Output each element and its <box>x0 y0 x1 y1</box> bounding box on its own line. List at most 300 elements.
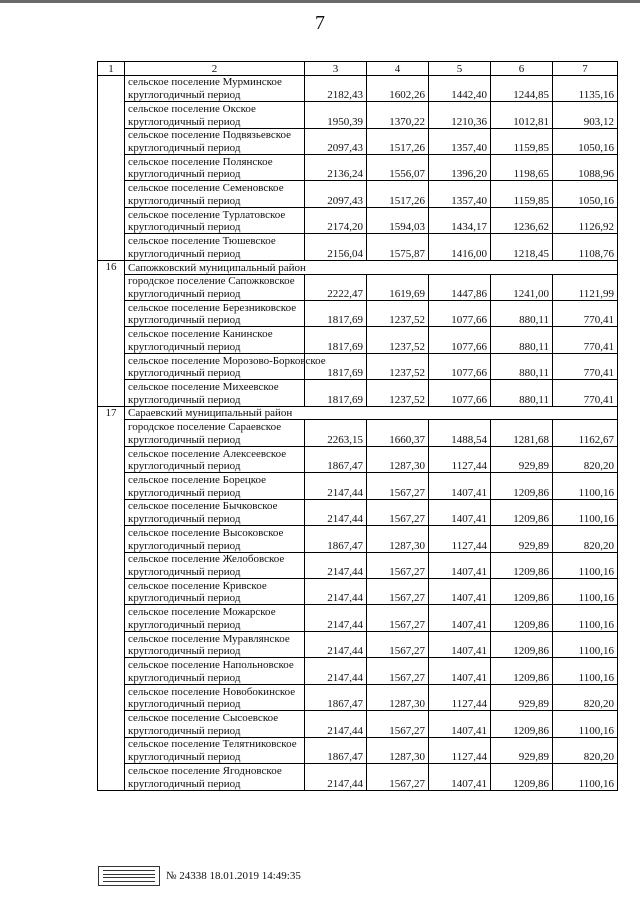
period-row <box>98 247 618 260</box>
empty-value-cell <box>305 75 367 88</box>
tariff-value-cell: 1567,27 <box>367 618 429 631</box>
settlement-name: сельское поселение Подвязьевское <box>125 128 305 141</box>
tariff-value-cell: 929,89 <box>491 460 553 473</box>
empty-value-cell <box>491 234 553 247</box>
tariff-value-cell: 1517,26 <box>367 141 429 154</box>
settlement-name: сельское поселение Телятниковское <box>125 737 305 750</box>
tariff-value-cell: 1108,76 <box>553 247 618 260</box>
empty-value-cell <box>305 473 367 486</box>
district-row <box>98 260 618 274</box>
tariff-value-cell: 820,20 <box>553 750 618 763</box>
settlement-name: сельское поселение Семеновское <box>125 181 305 194</box>
tariff-value-cell: 1817,69 <box>305 393 367 406</box>
empty-value-cell <box>367 658 429 671</box>
tariff-value-cell: 1237,52 <box>367 314 429 327</box>
settlement-name: сельское поселение Муравлянское <box>125 631 305 644</box>
tariff-value-cell: 1100,16 <box>553 512 618 525</box>
tariff-value-cell: 1100,16 <box>553 565 618 578</box>
settlement-row <box>98 552 618 565</box>
empty-value-cell <box>429 327 491 340</box>
period-label: круглогодичный период <box>125 512 305 525</box>
empty-value-cell <box>491 300 553 313</box>
tariff-value-cell: 1237,52 <box>367 367 429 380</box>
period-label: круглогодичный период <box>125 221 305 234</box>
tariff-value-cell: 1556,07 <box>367 168 429 181</box>
header-row <box>98 62 618 76</box>
empty-value-cell <box>553 327 618 340</box>
tariff-value-cell: 1012,81 <box>491 115 553 128</box>
empty-value-cell <box>553 737 618 750</box>
settlement-row <box>98 380 618 393</box>
period-label: круглогодичный период <box>125 194 305 207</box>
period-row <box>98 671 618 684</box>
tariff-value-cell: 880,11 <box>491 393 553 406</box>
empty-value-cell <box>429 764 491 777</box>
empty-value-cell <box>367 764 429 777</box>
tariff-value-cell: 1209,86 <box>491 645 553 658</box>
empty-value-cell <box>305 181 367 194</box>
table-header <box>98 62 618 76</box>
settlement-row <box>98 300 618 313</box>
tariff-value-cell: 1567,27 <box>367 724 429 737</box>
tariff-value-cell: 1237,52 <box>367 340 429 353</box>
empty-value-cell <box>491 75 553 88</box>
empty-value-cell <box>553 75 618 88</box>
row-index-cell: 17 <box>98 406 125 790</box>
empty-value-cell <box>367 473 429 486</box>
empty-value-cell <box>367 605 429 618</box>
empty-value-cell <box>305 234 367 247</box>
empty-value-cell <box>305 605 367 618</box>
period-row <box>98 512 618 525</box>
empty-value-cell <box>553 684 618 697</box>
empty-value-cell <box>305 631 367 644</box>
empty-value-cell <box>491 526 553 539</box>
tariff-value-cell: 1567,27 <box>367 777 429 790</box>
settlement-row <box>98 155 618 168</box>
tariff-value-cell: 1407,41 <box>429 645 491 658</box>
settlement-row <box>98 658 618 671</box>
empty-value-cell <box>553 128 618 141</box>
tariff-value-cell: 820,20 <box>553 698 618 711</box>
tariff-value-cell: 1077,66 <box>429 367 491 380</box>
tariff-value-cell: 1660,37 <box>367 433 429 446</box>
empty-value-cell <box>491 353 553 366</box>
tariff-value-cell: 880,11 <box>491 340 553 353</box>
tariff-value-cell: 1209,86 <box>491 565 553 578</box>
tariff-value-cell: 1088,96 <box>553 168 618 181</box>
empty-value-cell <box>429 473 491 486</box>
period-row <box>98 340 618 353</box>
empty-value-cell <box>491 128 553 141</box>
tariff-value-cell: 2174,20 <box>305 221 367 234</box>
tariff-value-cell: 1077,66 <box>429 393 491 406</box>
empty-value-cell <box>367 446 429 459</box>
tariff-value-cell: 1121,99 <box>553 287 618 300</box>
period-label: круглогодичный период <box>125 486 305 499</box>
empty-value-cell <box>429 274 491 287</box>
header-cell: 6 <box>491 62 553 76</box>
period-row <box>98 645 618 658</box>
empty-value-cell <box>491 207 553 220</box>
period-label: круглогодичный период <box>125 393 305 406</box>
settlement-row <box>98 327 618 340</box>
tariff-value-cell: 1567,27 <box>367 512 429 525</box>
empty-value-cell <box>553 631 618 644</box>
period-row <box>98 393 618 406</box>
settlement-row <box>98 181 618 194</box>
settlement-row <box>98 420 618 433</box>
empty-value-cell <box>367 300 429 313</box>
tariff-value-cell: 1407,41 <box>429 724 491 737</box>
period-row <box>98 314 618 327</box>
tariff-value-cell: 770,41 <box>553 393 618 406</box>
tariff-value-cell: 1442,40 <box>429 88 491 101</box>
settlement-row <box>98 207 618 220</box>
tariff-value-cell: 1357,40 <box>429 141 491 154</box>
district-name: Сапожковский муниципальный район <box>125 260 618 274</box>
period-label: круглогодичный период <box>125 539 305 552</box>
settlement-name: сельское поселение Алексеевское <box>125 446 305 459</box>
tariff-value-cell: 770,41 <box>553 340 618 353</box>
district-name: Сараевский муниципальный район <box>125 406 618 420</box>
tariff-value-cell: 1370,22 <box>367 115 429 128</box>
settlement-row <box>98 526 618 539</box>
empty-value-cell <box>491 380 553 393</box>
period-row <box>98 141 618 154</box>
settlement-row <box>98 684 618 697</box>
row-index-cell: 16 <box>98 260 125 406</box>
tariff-value-cell: 2222,47 <box>305 287 367 300</box>
tariff-value-cell: 2147,44 <box>305 512 367 525</box>
empty-value-cell <box>305 128 367 141</box>
tariff-value-cell: 1100,16 <box>553 777 618 790</box>
empty-value-cell <box>429 102 491 115</box>
empty-value-cell <box>491 631 553 644</box>
settlement-row <box>98 446 618 459</box>
header-cell: 4 <box>367 62 429 76</box>
settlement-name: городское поселение Сараевское <box>125 420 305 433</box>
tariff-value-cell: 1198,65 <box>491 168 553 181</box>
empty-value-cell <box>429 631 491 644</box>
period-row <box>98 115 618 128</box>
tariff-value-cell: 1817,69 <box>305 340 367 353</box>
empty-value-cell <box>553 380 618 393</box>
empty-value-cell <box>429 380 491 393</box>
empty-value-cell <box>367 155 429 168</box>
empty-value-cell <box>553 420 618 433</box>
empty-value-cell <box>305 579 367 592</box>
settlement-row <box>98 579 618 592</box>
period-row <box>98 777 618 790</box>
empty-value-cell <box>305 552 367 565</box>
tariff-value-cell: 1407,41 <box>429 592 491 605</box>
empty-value-cell <box>491 102 553 115</box>
tariff-value-cell: 1488,54 <box>429 433 491 446</box>
tariff-value-cell: 1244,85 <box>491 88 553 101</box>
period-label: круглогодичный период <box>125 565 305 578</box>
page-number: 7 <box>315 12 325 34</box>
period-label: круглогодичный период <box>125 287 305 300</box>
tariff-value-cell: 2147,44 <box>305 671 367 684</box>
tariff-value-cell: 1602,26 <box>367 88 429 101</box>
period-label: круглогодичный период <box>125 750 305 763</box>
tariff-value-cell: 770,41 <box>553 367 618 380</box>
empty-value-cell <box>553 300 618 313</box>
empty-value-cell <box>429 579 491 592</box>
empty-value-cell <box>553 526 618 539</box>
period-label: круглогодичный период <box>125 618 305 631</box>
empty-value-cell <box>305 380 367 393</box>
period-label: круглогодичный период <box>125 777 305 790</box>
empty-value-cell <box>367 234 429 247</box>
tariff-value-cell: 1407,41 <box>429 671 491 684</box>
tariff-value-cell: 1135,16 <box>553 88 618 101</box>
tariff-value-cell: 1210,36 <box>429 115 491 128</box>
empty-value-cell <box>305 300 367 313</box>
registration-stamp-text: № 24338 18.01.2019 14:49:35 <box>166 870 301 882</box>
tariff-value-cell: 2147,44 <box>305 618 367 631</box>
empty-value-cell <box>367 75 429 88</box>
settlement-name: сельское поселение Сысоевское <box>125 711 305 724</box>
tariff-value-cell: 1209,86 <box>491 618 553 631</box>
tariff-value-cell: 1159,85 <box>491 194 553 207</box>
settlement-row <box>98 234 618 247</box>
empty-value-cell <box>491 737 553 750</box>
period-label: круглогодичный период <box>125 88 305 101</box>
tariff-value-cell: 929,89 <box>491 698 553 711</box>
tariff-value-cell: 1100,16 <box>553 486 618 499</box>
settlement-name: сельское поселение Морозово-Борковское <box>125 353 305 366</box>
settlement-row <box>98 274 618 287</box>
empty-value-cell <box>367 499 429 512</box>
empty-value-cell <box>305 737 367 750</box>
period-row <box>98 287 618 300</box>
empty-value-cell <box>367 181 429 194</box>
settlement-row <box>98 764 618 777</box>
empty-value-cell <box>305 764 367 777</box>
period-row <box>98 168 618 181</box>
empty-value-cell <box>367 420 429 433</box>
settlement-row <box>98 711 618 724</box>
empty-value-cell <box>491 446 553 459</box>
settlement-name: городское поселение Сапожковское <box>125 274 305 287</box>
tariff-value-cell: 2097,43 <box>305 141 367 154</box>
registry-stamp-icon <box>98 866 160 886</box>
settlement-name: сельское поселение Новобокинское <box>125 684 305 697</box>
tariff-value-cell: 1236,62 <box>491 221 553 234</box>
period-row <box>98 486 618 499</box>
period-row <box>98 565 618 578</box>
period-row <box>98 698 618 711</box>
settlement-name: сельское поселение Тюшевское <box>125 234 305 247</box>
period-label: круглогодичный период <box>125 698 305 711</box>
empty-value-cell <box>491 684 553 697</box>
settlement-name: сельское поселение Турлатовское <box>125 207 305 220</box>
tariff-value-cell: 1100,16 <box>553 724 618 737</box>
settlement-name: сельское поселение Канинское <box>125 327 305 340</box>
empty-value-cell <box>305 446 367 459</box>
period-label: круглогодичный период <box>125 168 305 181</box>
period-label: круглогодичный период <box>125 367 305 380</box>
header-cell: 2 <box>125 62 305 76</box>
empty-value-cell <box>367 380 429 393</box>
tariff-value-cell: 1517,26 <box>367 194 429 207</box>
tariff-value-cell: 1619,69 <box>367 287 429 300</box>
period-label: круглогодичный период <box>125 433 305 446</box>
empty-value-cell <box>553 764 618 777</box>
empty-value-cell <box>491 658 553 671</box>
empty-value-cell <box>553 155 618 168</box>
settlement-row <box>98 473 618 486</box>
empty-value-cell <box>429 658 491 671</box>
document-footer <box>98 866 301 886</box>
tariff-value-cell: 1077,66 <box>429 314 491 327</box>
tariff-value-cell: 880,11 <box>491 367 553 380</box>
empty-value-cell <box>305 526 367 539</box>
tariff-value-cell: 1594,03 <box>367 221 429 234</box>
tariff-value-cell: 1218,45 <box>491 247 553 260</box>
empty-value-cell <box>305 274 367 287</box>
empty-value-cell <box>553 552 618 565</box>
empty-value-cell <box>367 526 429 539</box>
empty-value-cell <box>305 658 367 671</box>
settlement-row <box>98 737 618 750</box>
empty-value-cell <box>491 420 553 433</box>
empty-value-cell <box>429 446 491 459</box>
empty-value-cell <box>429 128 491 141</box>
period-row <box>98 194 618 207</box>
district-row <box>98 406 618 420</box>
empty-value-cell <box>367 207 429 220</box>
tariff-value-cell: 2097,43 <box>305 194 367 207</box>
empty-value-cell <box>429 207 491 220</box>
empty-value-cell <box>367 711 429 724</box>
period-row <box>98 433 618 446</box>
settlement-name: сельское поселение Михеевское <box>125 380 305 393</box>
empty-value-cell <box>305 711 367 724</box>
empty-value-cell <box>305 684 367 697</box>
period-row <box>98 88 618 101</box>
table-body <box>98 75 618 790</box>
period-label: круглогодичный период <box>125 314 305 327</box>
tariff-value-cell: 2182,43 <box>305 88 367 101</box>
tariff-value-cell: 1567,27 <box>367 565 429 578</box>
tariff-table <box>97 61 618 791</box>
empty-value-cell <box>429 234 491 247</box>
empty-value-cell <box>429 684 491 697</box>
settlement-name: сельское поселение Бычковское <box>125 499 305 512</box>
empty-value-cell <box>367 579 429 592</box>
period-row <box>98 618 618 631</box>
tariff-value-cell: 1407,41 <box>429 486 491 499</box>
empty-value-cell <box>553 181 618 194</box>
header-cell: 5 <box>429 62 491 76</box>
tariff-value-cell: 1817,69 <box>305 314 367 327</box>
tariff-value-cell: 1209,86 <box>491 777 553 790</box>
tariff-value-cell: 1127,44 <box>429 460 491 473</box>
empty-value-cell <box>305 499 367 512</box>
period-label: круглогодичный период <box>125 115 305 128</box>
period-label: круглогодичный период <box>125 724 305 737</box>
period-label: круглогодичный период <box>125 645 305 658</box>
empty-value-cell <box>491 605 553 618</box>
empty-value-cell <box>429 300 491 313</box>
settlement-row <box>98 605 618 618</box>
period-label: круглогодичный период <box>125 340 305 353</box>
empty-value-cell <box>491 552 553 565</box>
tariff-value-cell: 1100,16 <box>553 618 618 631</box>
tariff-value-cell: 1127,44 <box>429 698 491 711</box>
tariff-value-cell: 1100,16 <box>553 645 618 658</box>
tariff-value-cell: 1287,30 <box>367 539 429 552</box>
empty-value-cell <box>491 764 553 777</box>
period-row <box>98 460 618 473</box>
period-row <box>98 592 618 605</box>
tariff-value-cell: 1567,27 <box>367 645 429 658</box>
tariff-value-cell: 1867,47 <box>305 750 367 763</box>
empty-value-cell <box>367 552 429 565</box>
tariff-value-cell: 1407,41 <box>429 777 491 790</box>
period-row <box>98 724 618 737</box>
empty-value-cell <box>553 605 618 618</box>
empty-value-cell <box>553 499 618 512</box>
tariff-value-cell: 1396,20 <box>429 168 491 181</box>
empty-value-cell <box>367 684 429 697</box>
tariff-value-cell: 1407,41 <box>429 512 491 525</box>
tariff-value-cell: 1567,27 <box>367 671 429 684</box>
empty-value-cell <box>553 274 618 287</box>
tariff-value-cell: 880,11 <box>491 314 553 327</box>
empty-value-cell <box>429 181 491 194</box>
settlement-name: сельское поселение Напольновское <box>125 658 305 671</box>
empty-value-cell <box>553 579 618 592</box>
header-cell: 1 <box>98 62 125 76</box>
tariff-value-cell: 820,20 <box>553 460 618 473</box>
tariff-value-cell: 2263,15 <box>305 433 367 446</box>
settlement-name: сельское поселение Борецкое <box>125 473 305 486</box>
settlement-row <box>98 102 618 115</box>
empty-value-cell <box>429 155 491 168</box>
tariff-value-cell: 770,41 <box>553 314 618 327</box>
empty-value-cell <box>367 327 429 340</box>
empty-value-cell <box>305 207 367 220</box>
tariff-value-cell: 1575,87 <box>367 247 429 260</box>
empty-value-cell <box>429 499 491 512</box>
tariff-value-cell: 1127,44 <box>429 750 491 763</box>
tariff-value-cell: 1950,39 <box>305 115 367 128</box>
tariff-value-cell: 1567,27 <box>367 592 429 605</box>
period-row <box>98 750 618 763</box>
settlement-row <box>98 499 618 512</box>
empty-value-cell <box>553 658 618 671</box>
tariff-value-cell: 1447,86 <box>429 287 491 300</box>
period-row <box>98 221 618 234</box>
settlement-name: сельское поселение Высоковское <box>125 526 305 539</box>
settlement-row <box>98 128 618 141</box>
empty-value-cell <box>491 499 553 512</box>
tariff-value-cell: 2147,44 <box>305 724 367 737</box>
tariff-value-cell: 2147,44 <box>305 486 367 499</box>
tariff-value-cell: 1416,00 <box>429 247 491 260</box>
tariff-value-cell: 2156,04 <box>305 247 367 260</box>
tariff-value-cell: 1567,27 <box>367 486 429 499</box>
tariff-value-cell: 1077,66 <box>429 340 491 353</box>
empty-value-cell <box>429 420 491 433</box>
settlement-row <box>98 353 618 366</box>
empty-value-cell <box>429 353 491 366</box>
tariff-value-cell: 1867,47 <box>305 698 367 711</box>
